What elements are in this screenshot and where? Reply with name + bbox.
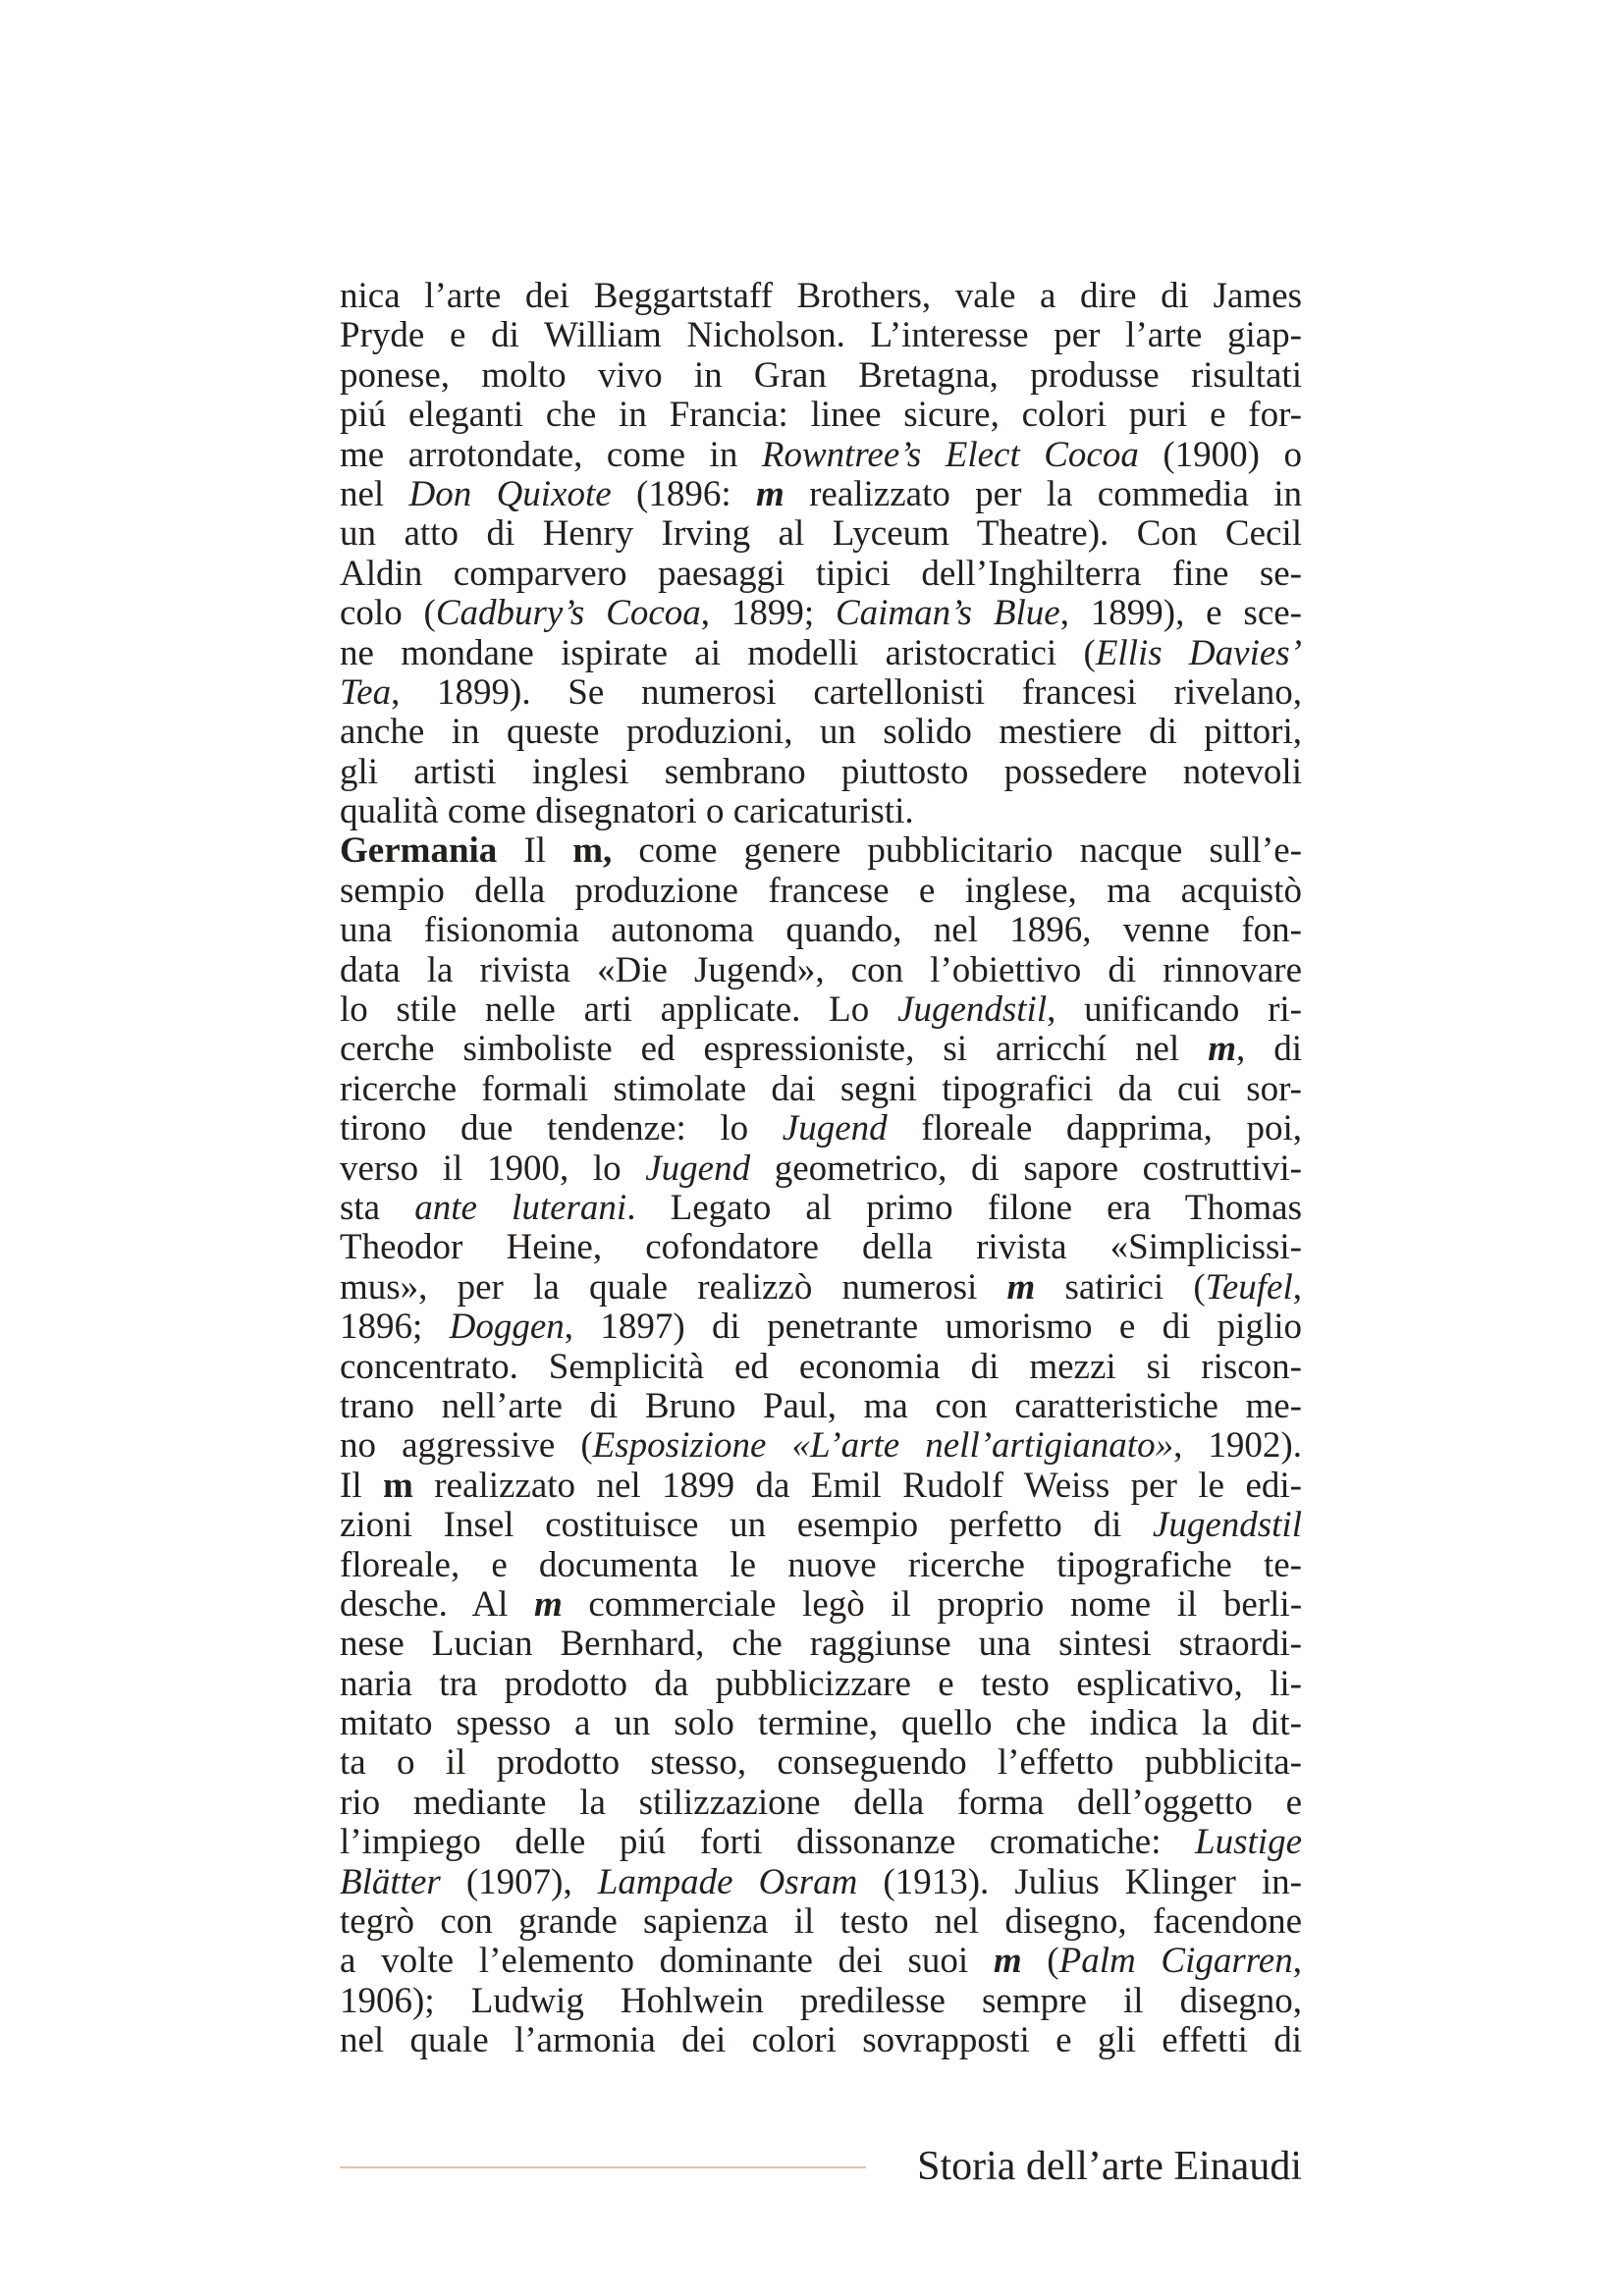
text-run: , 1902).	[1173, 1425, 1302, 1467]
text-run: tirono due tendenze: lo	[340, 1108, 783, 1149]
text-run: m	[993, 1941, 1022, 1982]
text-run: ricerche formali stimolate dai segni tipografici da cui sor-	[340, 1068, 1302, 1109]
text-run: nel quale l’armonia dei colori sovrapposti e gli effetti di	[340, 2020, 1302, 2061]
text-run: ne mondane ispirate ai modelli aristocratici (	[340, 632, 1096, 673]
text-run: Lustige	[1195, 1822, 1302, 1863]
text-line	[340, 634, 1302, 673]
text-run: rio mediante la stilizzazione della forma dell’oggetto e	[340, 1782, 1302, 1823]
text-run: Pryde e di William Nicholson. L’interesse per l’arte giap-	[340, 315, 1302, 356]
text-run: m	[1208, 1029, 1236, 1070]
text-run: Rowntree’s Elect Cocoa	[761, 434, 1139, 475]
text-run: naria tra prodotto da pubblicizzare e testo esplicativo, li-	[340, 1663, 1302, 1704]
text-run: un atto di Henry Irving al Lyceum Theatre). Con Cecil	[340, 513, 1302, 555]
text-run: sempio della produzione francese e inglese, ma acquistò	[340, 870, 1302, 911]
text-run: mitato spesso a un solo termine, quello che indica la dit-	[340, 1703, 1302, 1744]
text-line	[340, 1228, 1302, 1267]
text-line	[340, 1942, 1302, 1981]
text-line	[340, 356, 1302, 396]
text-line	[340, 396, 1302, 435]
text-run: Caiman’s Blue	[835, 593, 1060, 634]
text-run: Cadbury’s Cocoa	[435, 593, 701, 634]
text-line	[340, 1546, 1302, 1585]
text-run: floreale, e documenta le nuove ricerche tipografiche te-	[340, 1544, 1302, 1585]
text-run: ante luterani	[414, 1187, 627, 1228]
text-line	[340, 1665, 1302, 1704]
text-run: sta	[340, 1187, 415, 1228]
text-run: come genere pubblicitario nacque sull’e-	[612, 830, 1302, 872]
text-line	[340, 316, 1302, 355]
text-run: anche in queste produzioni, un solido mestiere di pittori,	[340, 712, 1302, 753]
text-run: Il	[340, 1465, 384, 1506]
text-line	[340, 514, 1302, 554]
text-line	[340, 1149, 1302, 1189]
text-line	[340, 1902, 1302, 1942]
text-run: Palm Cigarren	[1058, 1941, 1293, 1982]
text-run: , 1899). Se numerosi cartellonisti francesi rivelano,	[391, 671, 1302, 713]
text-run: nica l’arte dei Beggartstaff Brothers, vale a dire di James	[340, 276, 1302, 316]
text-run: Jugendstil	[897, 989, 1048, 1031]
text-run: ,	[1292, 1941, 1302, 1982]
text-line	[340, 436, 1302, 475]
text-run: Theodor Heine, cofondatore della rivista «Simplicissi-	[340, 1227, 1302, 1268]
text-run: trano nell’arte di Bruno Paul, ma con caratteristiche me-	[340, 1385, 1302, 1426]
text-run: , 1899;	[700, 593, 836, 634]
text-run: data la rivista «Die Jugend», con l’obiettivo di rinnovare	[340, 949, 1302, 990]
text-line	[340, 990, 1302, 1030]
text-run: 1896;	[340, 1307, 450, 1348]
text-line	[340, 872, 1302, 911]
text-run: , 1897) di penetrante umorismo e di piglio	[564, 1307, 1303, 1348]
text-line	[340, 277, 1302, 316]
text-run: Il	[497, 830, 573, 872]
text-run: m	[1006, 1266, 1036, 1308]
text-run: . Legato al primo filone era Thomas	[626, 1187, 1302, 1228]
text-run: una fisionomia autonoma quando, nel 1896, venne fon-	[340, 910, 1302, 951]
text-line	[340, 1982, 1302, 2021]
text-run: Tea	[340, 671, 392, 713]
text-line	[340, 1625, 1302, 1664]
text-run: (1913). Julius Klinger in-	[857, 1861, 1302, 1902]
text-line	[340, 1109, 1302, 1148]
text-line	[340, 1585, 1302, 1625]
text-line	[340, 2021, 1302, 2060]
text-run: Blätter	[340, 1861, 441, 1902]
text-run: Teufel	[1205, 1266, 1293, 1308]
text-run: Don Quixote	[408, 473, 612, 514]
text-run: Esposizione «L’arte nell’artigianato»	[592, 1425, 1174, 1467]
footer-title: Storia dell’arte Einaudi	[917, 2144, 1302, 2189]
text-line	[340, 911, 1302, 950]
text-run: colo (	[340, 593, 436, 634]
text-run: ponese, molto vivo in Gran Bretagna, produsse risultati	[340, 354, 1302, 396]
text-run: Jugendstil	[1152, 1505, 1302, 1546]
text-line	[340, 792, 1302, 831]
text-line	[340, 1704, 1302, 1743]
text-run: Jugend	[645, 1148, 751, 1189]
text-run: realizzato per la commedia in	[784, 473, 1302, 514]
text-run: Doggen	[449, 1307, 565, 1348]
text-run: me arrotondate, come in	[340, 434, 762, 475]
text-run: piú eleganti che in Francia: linee sicure, colori puri e for-	[340, 395, 1302, 436]
text-line	[340, 1784, 1302, 1823]
text-line	[340, 1467, 1302, 1506]
text-run: cerche simboliste ed espressioniste, si arricchí nel	[340, 1029, 1209, 1070]
footer-rule	[340, 2166, 866, 2168]
body-text	[340, 277, 1302, 2061]
text-line	[340, 951, 1302, 990]
text-line	[340, 1189, 1302, 1228]
text-run: concentrato. Semplicità ed economia di mezzi si riscon-	[340, 1346, 1302, 1387]
text-run: , di	[1235, 1029, 1302, 1070]
text-run: nel	[340, 473, 409, 514]
text-run: nese Lucian Bernhard, che raggiunse una sintesi straordi-	[340, 1624, 1302, 1665]
text-line	[340, 1348, 1302, 1387]
text-line	[340, 1070, 1302, 1109]
text-line	[340, 753, 1302, 792]
text-run: geometrico, di sapore costruttivi-	[750, 1148, 1303, 1189]
text-run: 1906); Ludwig Hohlwein predilesse sempre il disegno,	[340, 1980, 1302, 2021]
text-run: m	[755, 473, 784, 514]
text-line	[340, 1387, 1302, 1426]
text-run: Ellis Davies’	[1095, 632, 1302, 673]
text-line	[340, 1506, 1302, 1545]
text-run: , 1899), e sce-	[1059, 593, 1302, 634]
text-line	[340, 1863, 1302, 1902]
text-run: (1896:	[611, 473, 756, 514]
text-run: qualità come disegnatori o caricaturisti.	[340, 791, 914, 832]
text-line	[340, 555, 1302, 594]
text-line	[340, 673, 1302, 713]
text-run: verso il 1900, lo	[340, 1148, 646, 1189]
text-line	[340, 594, 1302, 633]
text-run: zioni Insel costituisce un esempio perfetto di	[340, 1505, 1153, 1546]
text-run: Jugend	[782, 1108, 888, 1149]
text-line	[340, 1823, 1302, 1862]
text-run: desche. Al	[340, 1583, 535, 1625]
text-line	[340, 1308, 1302, 1347]
text-run: commerciale legò il proprio nome il berli-	[562, 1583, 1303, 1625]
text-run: l’impiego delle piú forti dissonanze cromatiche:	[340, 1822, 1196, 1863]
text-run: tegrò con grande sapienza il testo nel disegno, facendone	[340, 1901, 1302, 1943]
text-line	[340, 831, 1302, 871]
text-run: floreale dapprima, poi,	[887, 1108, 1302, 1149]
text-run: mus», per la quale realizzò numerosi	[340, 1266, 1007, 1308]
text-line	[340, 1268, 1302, 1308]
text-run: (	[1021, 1941, 1059, 1982]
text-line	[340, 475, 1302, 514]
text-run: Aldin comparvero paesaggi tipici dell’Inghilterra fine se-	[340, 553, 1302, 594]
text-run: ta o il prodotto stesso, conseguendo l’effetto pubblicita-	[340, 1742, 1302, 1784]
text-run: m	[534, 1583, 563, 1625]
text-run: no aggressive (	[340, 1425, 593, 1467]
text-run: ,	[1292, 1266, 1302, 1308]
text-run: , unificando ri-	[1047, 989, 1302, 1031]
text-run: a volte l’elemento dominante dei suoi	[340, 1941, 994, 1982]
text-run: lo stile nelle arti applicate. Lo	[340, 989, 898, 1031]
text-run: gli artisti inglesi sembrano piuttosto possedere notevoli	[340, 751, 1302, 792]
text-run: realizzato nel 1899 da Emil Rudolf Weiss per le edi-	[412, 1465, 1302, 1506]
text-run: m,	[572, 830, 613, 872]
text-run: m	[383, 1465, 413, 1506]
text-run: (1907),	[440, 1861, 598, 1902]
text-line	[340, 1030, 1302, 1069]
text-run: (1900) o	[1138, 434, 1302, 475]
text-run: satirici (	[1035, 1266, 1206, 1308]
text-line	[340, 1743, 1302, 1783]
text-line	[340, 1426, 1302, 1466]
text-run: Lampade Osram	[597, 1861, 858, 1902]
text-run: Germania	[340, 830, 498, 872]
text-line	[340, 713, 1302, 752]
